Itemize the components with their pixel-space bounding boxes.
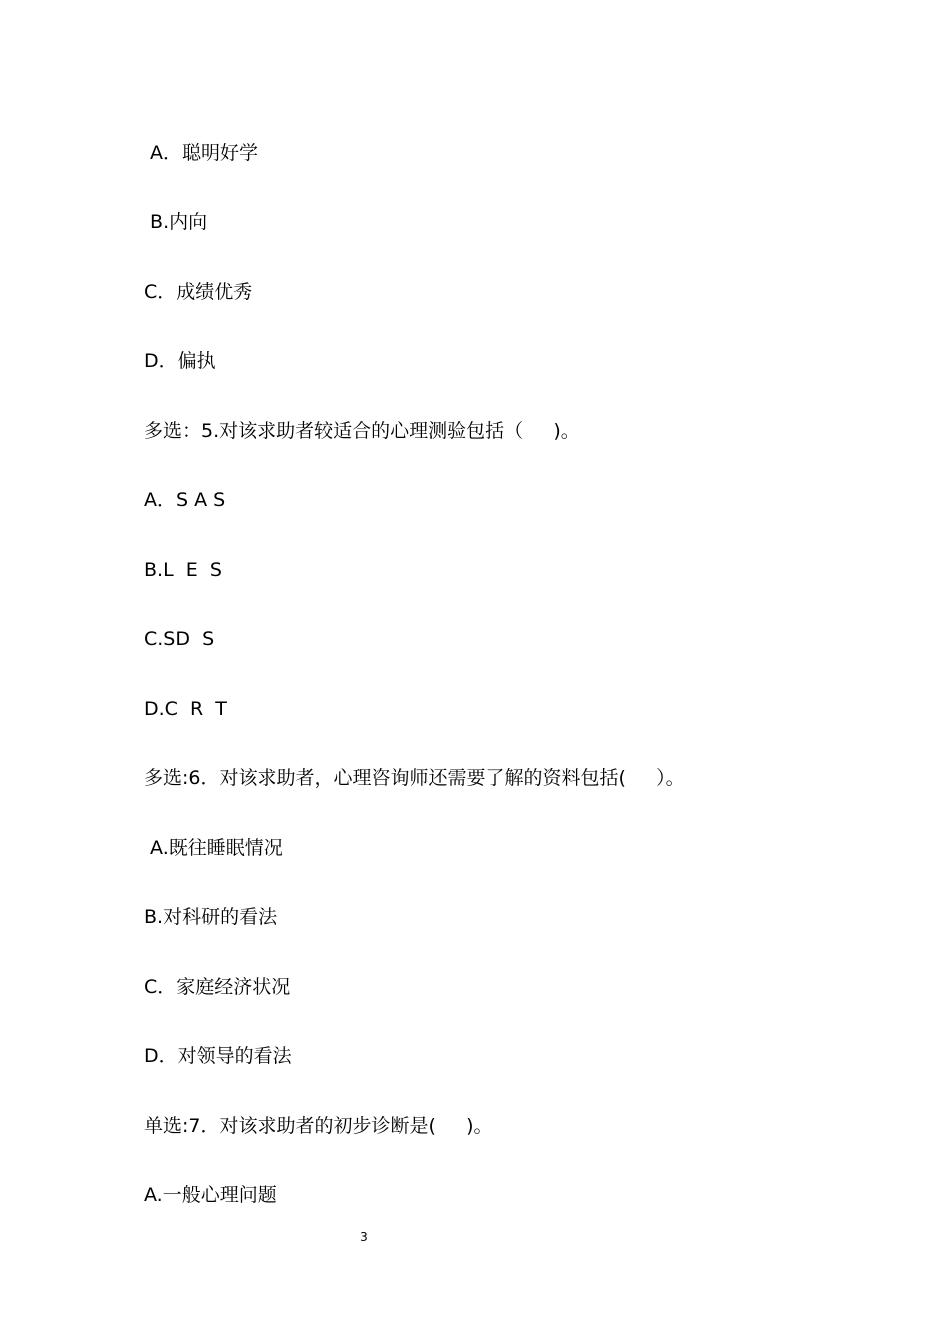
option-5-a: A．S A S (144, 489, 226, 511)
question-5: 多选：5.对该求助者较适合的心理测验包括（ )。 (144, 420, 580, 442)
option-5-d: D.C R T (144, 698, 227, 720)
option-4-c: C．成绩优秀 (144, 281, 253, 303)
option-4-a: A．聪明好学 (144, 142, 259, 164)
option-6-b: B.对科研的看法 (144, 906, 278, 928)
option-4-d: D．偏执 (144, 350, 216, 372)
option-5-c: C.SD S (144, 628, 215, 650)
page-number: 3 (360, 1230, 368, 1244)
option-7-a: A.一般心理问题 (144, 1184, 277, 1206)
option-6-a: A.既往睡眠情况 (144, 837, 283, 859)
question-7: 单选:7．对该求助者的初步诊断是( )。 (144, 1115, 493, 1137)
option-5-b: B.L E S (144, 559, 222, 581)
question-6: 多选:6．对该求助者，心理咨询师还需要了解的资料包括( ）。 (144, 767, 685, 789)
option-4-b: B.内向 (144, 211, 208, 233)
option-6-d: D．对领导的看法 (144, 1045, 292, 1067)
option-6-c: C．家庭经济状况 (144, 976, 291, 998)
